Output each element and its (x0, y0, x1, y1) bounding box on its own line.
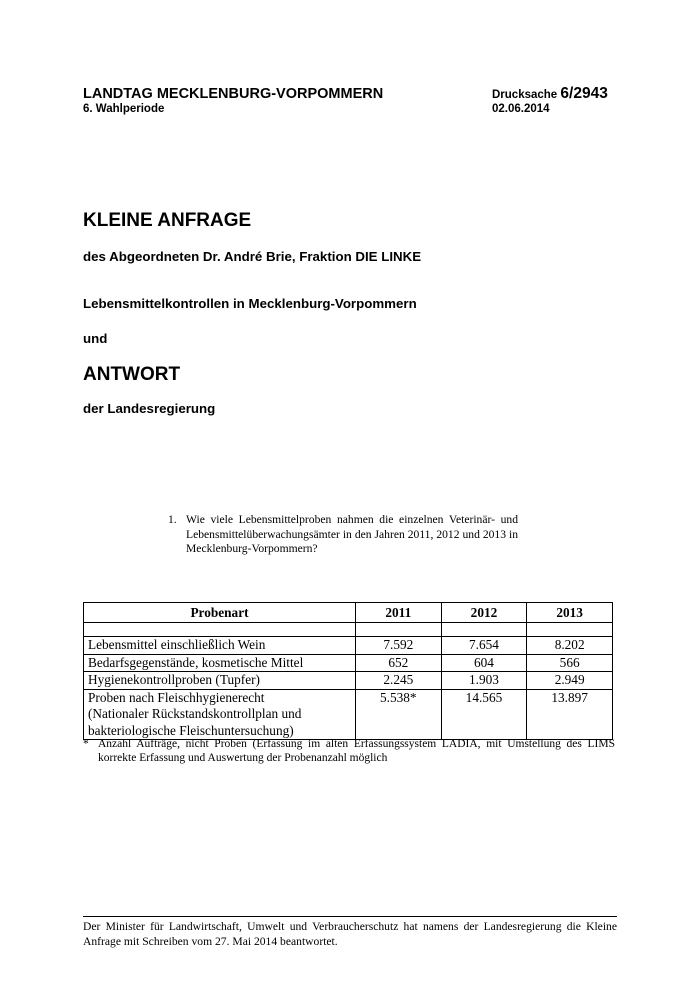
topic-line: Lebensmittelkontrollen in Mecklenburg-Vorpommern (83, 296, 417, 311)
row-type: Lebensmittel einschließlich Wein (84, 637, 356, 655)
table-row (84, 689, 613, 740)
value-2013: 13.897 (527, 689, 613, 740)
value-2011: 5.538* (355, 689, 441, 740)
value-2012: 7.654 (441, 637, 527, 655)
table-row (84, 672, 613, 690)
drucksache (492, 85, 608, 103)
samples-table (83, 602, 613, 740)
antwort-heading: ANTWORT (83, 364, 181, 385)
author-line: des Abgeordneten Dr. André Brie, Fraktion DIE LINKE (83, 249, 422, 264)
value-2011: 7.592 (355, 637, 441, 655)
value-2012: 14.565 (441, 689, 527, 740)
drucksache-number: 6/2943 (560, 85, 608, 102)
footnote-marker: * (83, 738, 89, 750)
footer-divider (83, 916, 617, 917)
table-spacer-row (84, 623, 613, 637)
footnote-text: Anzahl Aufträge, nicht Proben (Erfassung im alten Erfassungssystem LADIA, mit Umstellung des LIMS korrekte Erfassung und Auswertung der Probenanzahl möglich (98, 738, 615, 765)
table-row (84, 637, 613, 655)
parliament-name: LANDTAG MECKLENBURG-VORPOMMERN (83, 86, 384, 102)
row-type-line: bakteriologische Fleischuntersuchung) (88, 722, 294, 738)
row-type-line: (Nationaler Rückstandskontrollplan und (88, 706, 302, 721)
value-2012: 1.903 (441, 672, 527, 690)
value-2012: 604 (441, 654, 527, 672)
und-line: und (83, 331, 108, 346)
value-2011: 2.245 (355, 672, 441, 690)
value-2011: 652 (355, 654, 441, 672)
row-type: Hygienekontrollproben (Tupfer) (84, 672, 356, 690)
header-2011: 2011 (355, 603, 441, 623)
value-2013: 2.949 (527, 672, 613, 690)
row-type (84, 689, 356, 740)
header-probenart: Probenart (84, 603, 356, 623)
header-2012: 2012 (441, 603, 527, 623)
table-header-row (84, 603, 613, 623)
row-type: Bedarfsgegenstände, kosmetische Mittel (84, 654, 356, 672)
value-2013: 566 (527, 654, 613, 672)
table-footnote (83, 737, 615, 766)
drucksache-label: Drucksache (492, 89, 558, 101)
value-2013: 8.202 (527, 637, 613, 655)
document-date: 02.06.2014 (492, 103, 550, 115)
minister-note: Der Minister für Landwirtschaft, Umwelt und Verbraucherschutz hat namens der Landesregierung die Kleine Anfrage mit Schreiben vom 27. Mai 2014 beantwortet. (83, 920, 617, 948)
table-row (84, 654, 613, 672)
header-2013: 2013 (527, 603, 613, 623)
question-number: 1. (168, 513, 177, 526)
election-period: 6. Wahlperiode (83, 103, 165, 115)
responder-line: der Landesregierung (83, 401, 216, 416)
kleine-anfrage-heading: KLEINE ANFRAGE (83, 210, 252, 231)
question-1 (168, 513, 518, 557)
question-text: Wie viele Lebensmittelproben nahmen die einzelnen Veterinär- und Lebensmittelüberwachungsämter in den Jahren 2011, 2012 und 2013 in Mecklenburg-Vorpommern? (186, 513, 518, 556)
row-type-line: Proben nach Fleischhygienerecht (88, 689, 265, 705)
